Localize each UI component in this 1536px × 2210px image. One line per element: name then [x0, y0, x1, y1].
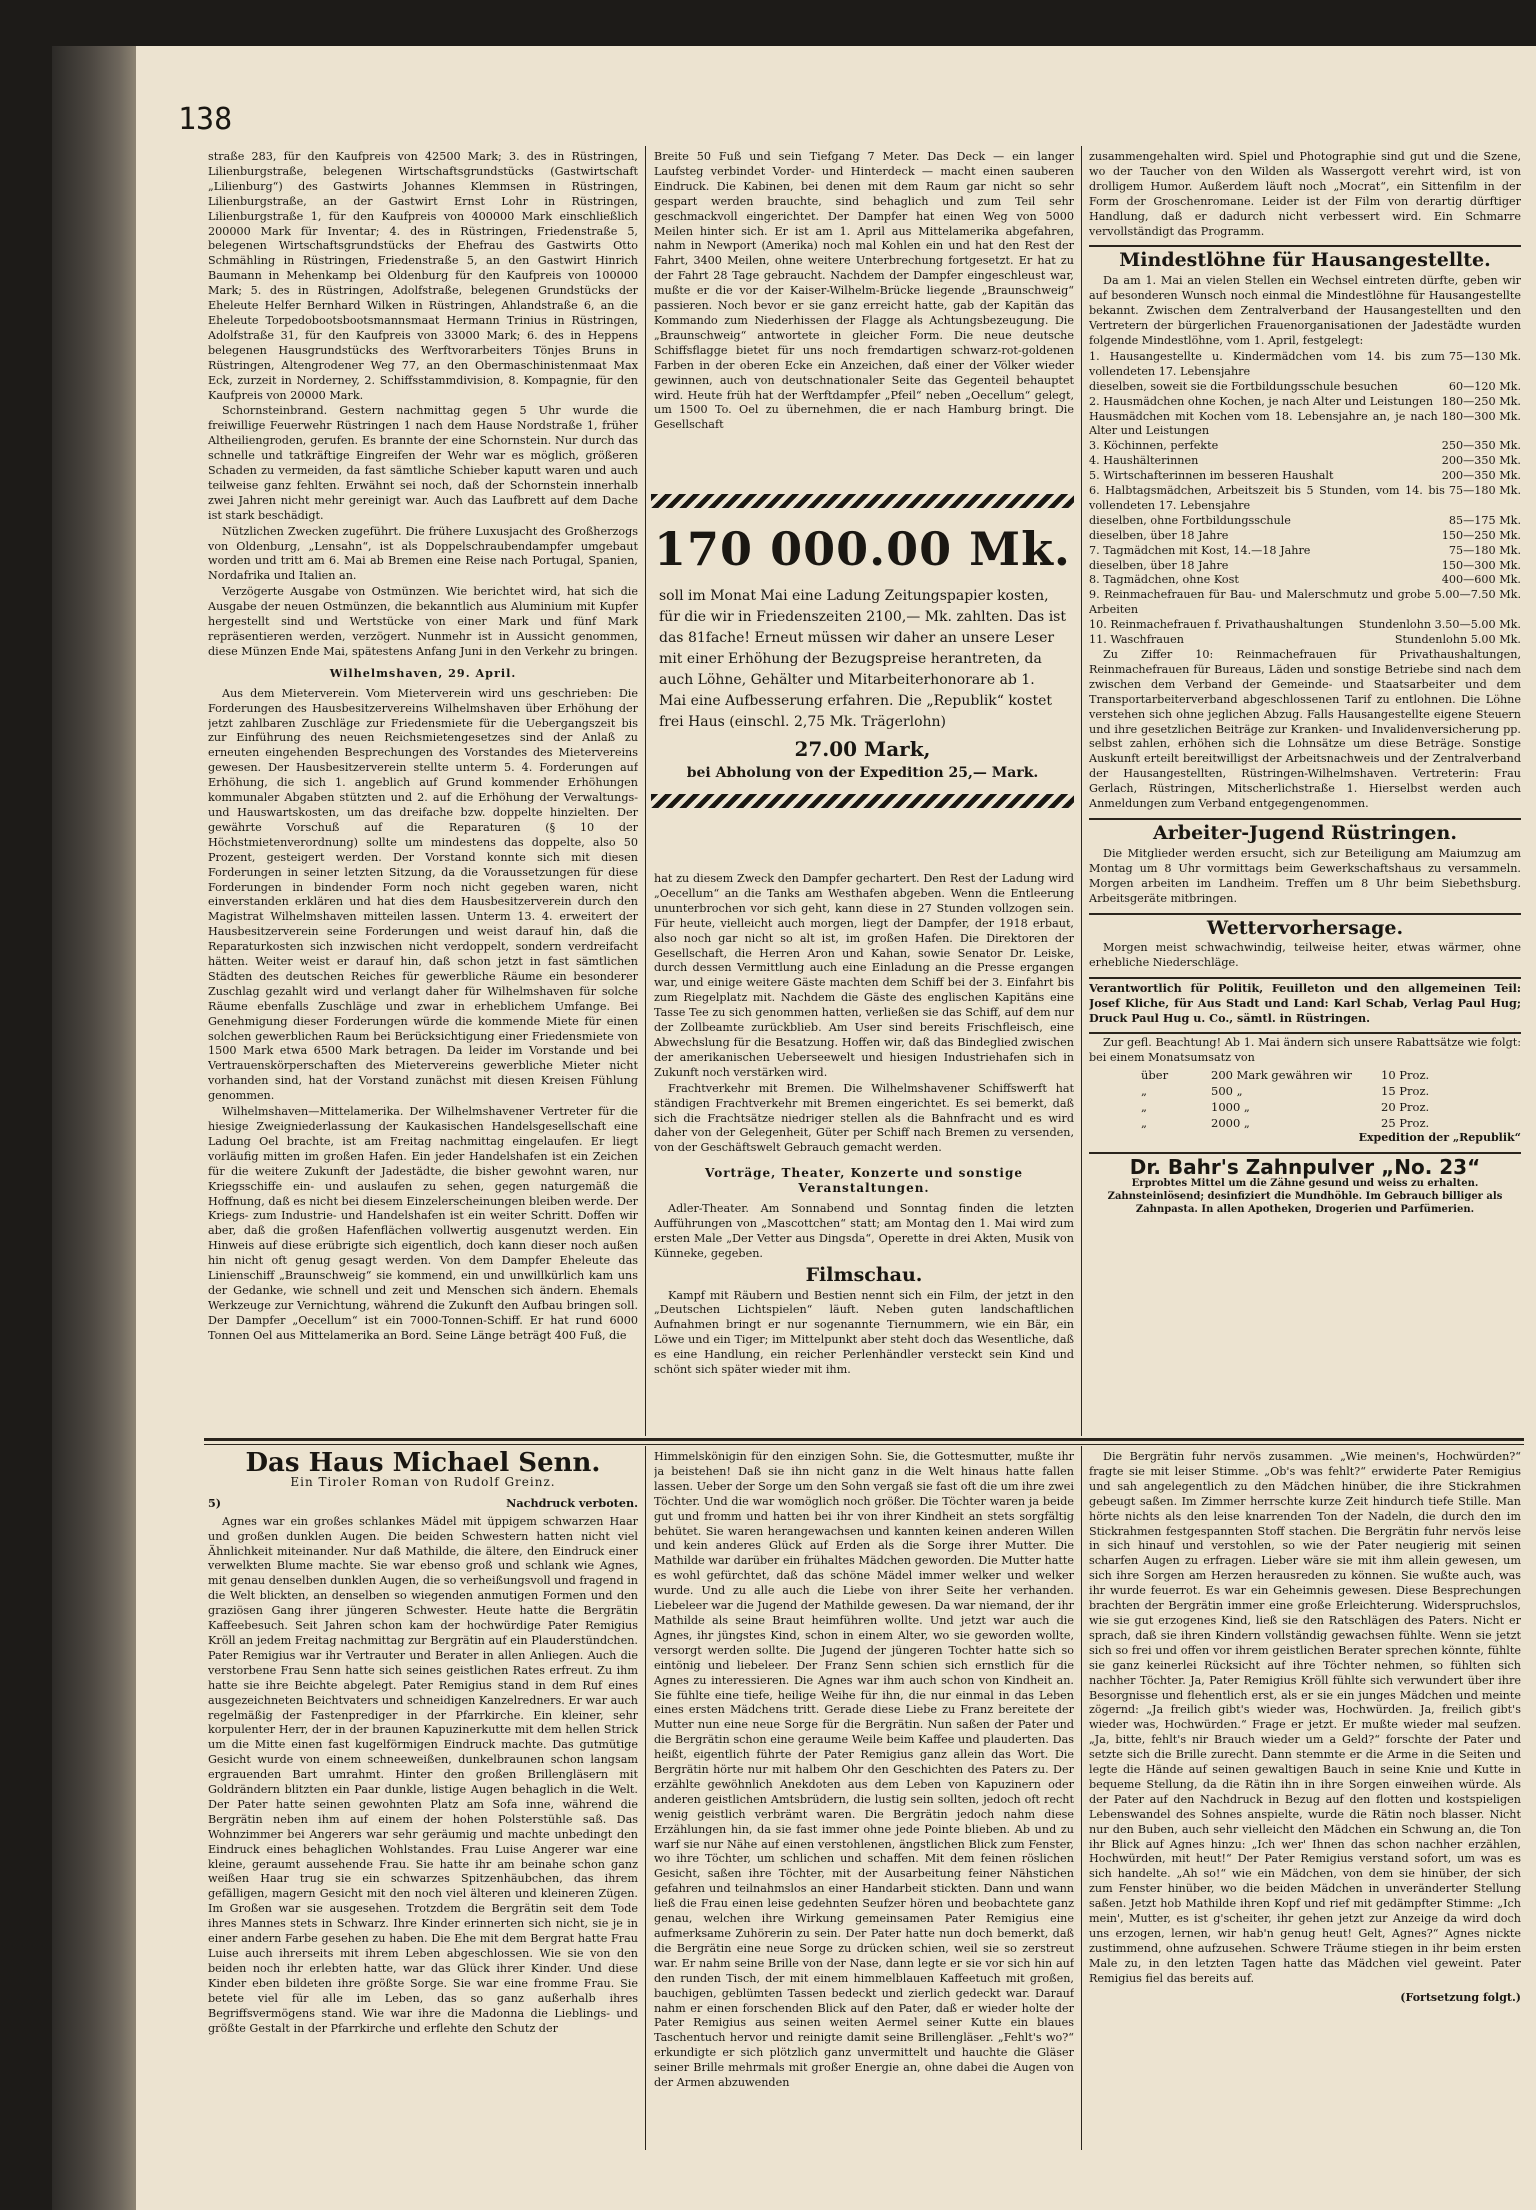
ad-footer: bei Abholung von der Expedition 25,— Mark.	[686, 765, 1039, 781]
wage-row: 3. Köchinnen, perfekte 250—350 Mk.	[1089, 439, 1521, 453]
novel-title: Das Haus Michael Senn.	[245, 1450, 601, 1478]
ad-text: soll im Monat Mai eine Ladung Zeitungspapier kosten, für die wir in Friedenszeiten 2100,— Mk. zahlten. Das ist das 81fache! Erneut müssen wir daher an unsere Leser mit einer Erhöhung der Bezugspreise herantreten, da auch Löhne, Gehälter und Mitarbeiterhonorare ab 1. Mai eine Aufbesserung erfahren. Die „Republik“ kostet frei Haus (einschl. 2,75 Mk. Trägerlohn)	[659, 588, 1066, 730]
continuation-note: (Fortsetzung folgt.)	[1400, 1990, 1521, 2004]
article-text: Kampf mit Räubern und Bestien nennt sich ein Film, der jetzt in den „Deutschen Lichtspielen“ läuft. Neben guten landschaftlichen Aufnahmen bringt er nur sogenannte Tiernummern, wie ein Bär, ein Löwe und ein Tiger; im Mittelpunkt aber steht doch das Wesentliche, daß es eine Handlung, ein reicher Perlenhändler versteckt sein Kind und schönt sich später wieder mit ihm.	[654, 1288, 1074, 1377]
column-2-top	[654, 150, 1074, 488]
article-text: Da am 1. Mai an vielen Stellen ein Wechsel eintreten dürfte, geben wir auf besonderen Wunsch noch einmal die Mindestlöhne für Hausangestellte bekannt. Zwischen dem Zentralverband der Hausangestellten und den Vertretern der bürgerlichen Frauenorganisationen der Jadestädte wurden folgende Mindestlöhne, vom 1. April, festgelegt:	[1089, 274, 1521, 347]
novel-part: 5)	[208, 1495, 222, 1510]
rabatt-row: über 200 Mark gewähren wir 10 Proz.	[1141, 1067, 1430, 1082]
novel-text: Agnes war ein großes schlankes Mädel mit üppigem schwarzen Haar und großen dunklen Augen. Die beiden Schwestern hatten nicht viel Ähnlichkeit miteinander. Nur daß Mathilde, die ältere, den Eindruck einer verwelkten Blume machte. Sie war ebenso groß und schlank wie Agnes, mit genau denselben dunklen Augen, die so verheißungsvoll und fragend in die Welt blickten, an denselben so wiegenden anmutigen Formen und den graziösen Gang ihrer jüngeren Schwester. Heute hatte die Bergrätin Kaffeebesuch. Seit Jahren schon kam der hochwürdige Pater Remigius Kröll an jedem Freitag nachmittag zur Bergrätin auf ein Plauderstündchen. Pater Remigius war ihr Vertrauter und Berater in allen Anliegen. Auch die verstorbene Frau Senn hatte sich seines geistlichen Rates erfreut. Zu ihm hatte sie ihre Beichte abgelegt. Pater Remigius stand in dem Ruf eines ausgezeichneten Beichtvaters und schneidigen Kanzelredners. Er war auch regelmäßig der Fastenprediger in der Pfarrkirche. Ein kleiner, sehr korpulenter Herr, der in der braunen Kapuzinerkutte mit dem hellen Strick um die Mitte einen fast kugelförmigen Eindruck machte. Das gutmütige Gesicht wurde von einem schneeweißen, dunkelbraunen schon langsam ergrauenden Bart umrahmt. Hinter den großen Brillengläsern mit Goldrändern blitzten ein Paar dunkle, listige Augen behaglich in die Welt. Der Pater hatte seinen gewohnten Platz am Sofa inne, während die Bergrätin neben ihm auf einem der hohen Polsterstühle saß. Das Wohnzimmer bei Angerers war sehr geräumig und machte unbedingt den Eindruck eines behaglichen Wohlstandes. Frau Luise Angerer war eine kleine, geraumt aussehende Frau. Sie hatte ihr am beinahe schon ganz weißen Haar trug sie ein schwarzes Spitzenhäubchen, das ihrem gefälligen, magern Gesicht mit den noch viel älteren und kleineren Zügen. Im Großen war sie ausgesehen. Trotzdem die Bergrätin seit dem Tode ihres Mannes stets in Schwarz. Ihre Kinder erinnerten sich nicht, sie je in einer andern Farbe gesehen zu haben. Die Ehe mit dem Bergrat hatte Frau Luise auch ihrerseits mit ihrem Leben abgeschlossen. Wie sie von den beiden noch ihr erlebten hatte, war das Glück ihrer Kinder. Und diese Kinder eben bildeten ihre größte Sorge. Sie war eine fromme Frau. Sie betete viel für alle im Leben, das so ganz außerhalb ihres Begriffsvermögens stand. Wie war ihre die Madonna die Lieblings- und größte Gestalt in der Pfarrkirche und erflehte den Schutz der	[208, 1514, 638, 2035]
column-divider	[1081, 146, 1082, 1436]
section-divider	[204, 1444, 1524, 1445]
column-3	[1089, 150, 1521, 1432]
article-text: Schornsteinbrand. Gestern nachmittag gegen 5 Uhr wurde die freiwillige Feuerwehr Rüstringen 1 nach dem Hause Nordstraße 1, früher Altheiliengroden, gerufen. Es brannte der eine Schornstein. Nur durch das schnelle und tatkräftige Eingreifen der Wehr war es möglich, größeren Schaden zu vermeiden, da fast sämtliche Schieber kaputt waren und auch teilweise ganz fehlten. Erwähnt sei noch, daß der Schornstein innerhalb zwei Jahren nicht mehr gereinigt war. Auch das Laufbrett auf dem Dache ist stark beschädigt.	[208, 404, 638, 522]
article-text: Die Mitglieder werden ersucht, sich zur Beteiligung am Maiumzug am Montag um 8 Uhr vormittags beim Gewerkschaftshaus zu versammeln. Morgen arbeiten im Landheim. Treffen um 8 Uhr beim Siebethsburg. Arbeitsgeräte mitbringen.	[1089, 846, 1521, 905]
wage-list	[1089, 350, 1521, 648]
ad-big-price: 170 000.00 Mk.	[654, 522, 1071, 576]
bahr-ad-text: Erprobtes Mittel um die Zähne gesund und weiss zu erhalten. Zahnsteinlösend; desinfiziert die Mundhöhle. Im Gebrauch billiger als Zahnpasta. In allen Apotheken, Drogerien und Parfümerien.	[1107, 1177, 1503, 1215]
wage-row: 10. Reinmachefrauen f. Privathaushaltungen Stundenlohn 3.50—5.00 Mk.	[1089, 618, 1521, 632]
novel-text: Die Bergrätin fuhr nervös zusammen. „Wie meinen's, Hochwürden?“ fragte sie mit leiser Stimme. „Ob's was fehlt?“ erwiderte Pater Remigius und sah angelegentlich zu den Mädchen hinüber, die ihre Stickrahmen gebeugt saßen. Im Zimmer herrschte kurze Zeit hindurch tiefe Stille. Man hörte nichts als den leise knarrenden Ton der Nadeln, die durch den im Stickrahmen festgespannten Stoff stachen. Die Bergrätin fuhr nervös leise in sich hinauf und verstohlen, so wie der Pater neugierig mit seinen scharfen Augen zu erfragen. Lieber wäre sie mit ihm allein gewesen, um sich ihre Sorgen am Herzen herausreden zu können. Sie wußte auch, was ihr wurde feuerrot. Es war ein Geheimnis gewesen. Diese Besprechungen brachten der Bergrätin immer eine große Erleichterung. Widerspruchslos, wie sie gut erzogenes Kind, ließ sie den Ratschlägen des Paters. Nicht er sprach, daß sie ihren Kindern vollständig gewachsen fühlte. Wenn sie jetzt sich so frei und offen vor ihrem geistlichen Berater sprechen könnte, fühlte sie ganz keinerlei Rücksicht auf ihre Töchter nehmen, so fühlten sich nachher Töchter. Ja, Pater Remigius Kröll fühlte sich verwundert über ihre Besorgnisse und flehentlich erst, als er sie ein junges Mädchen und meinte zögernd: „Ja freilich gibt's wieder was, Hochwürden. Ja, freilich gibt's wieder was, Hochwürden.“ Frage er jetzt. Er mußte wieder mal seufzen. „Ja, bitte, fehlt's nir Brauch wieder um a Geld?“ forschte der Pater und setzte sich die Brille zurecht. Dann stemmte er die Arme in die Seiten und legte die Hände auf seinen gewaltigen Bauch in seine Knie und Kutte in bequeme Stellung, da die Rätin ihn in ihre Sorgen einweihen würde. Als der Pater auf den Nachdruck in Bezug auf den flotten und kostspieligen Lebenswandel des Sohnes anspielte, wurde die Rätin noch blasser. Nicht nur den Buben, auch sehr vielleicht den Mädchen ein Schwung an, die Ton ihr Blick auf Agnes hinzu: „Ich wer' Ihnen das schon nachher erzählen, Hochwürden, mit heut!“ Der Pater Remigius verstand sofort, um was es sich handelte. „Ah so!“ wie ein Mädchen, von dem sie hinüber, der sich zum Fenster hinüber, wo die beiden Mädchen in unveränderter Stellung saßen. Jetzt hob Mathilde ihren Kopf und rief mit gedämpfter Stimme: „Ich mein', Mutter, es ist g'scheiter, ihr gehen jetzt zur Anzeige da wird doch uns erzogen, lernen, wir hab'n genug heut! Gelt, Agnes?“ Agnes nickte zustimmend, ohne aufzusehen. Schwere Träume stiegen in ihr beim ersten Male zu, in den letzten Tagen hatte das Mädchen viel geweint. Pater Remigius fiel das bereits auf.	[1089, 1450, 1521, 1985]
novel-text: Himmelskönigin für den einzigen Sohn. Sie, die Gottesmutter, mußte ihr ja beistehen! Daß sie ihn nicht ganz in die Welt hinaus hatte fallen lassen. Ueber der Sorge um den Sohn vergaß sie fast oft die um ihre zwei Töchter. Und die war womöglich noch größer. Die Töchter waren ja beide gut und fromm und hatten bei ihr von ihrer Kindheit an stets sorgfältig behütet. Sie waren herangewachsen und kannten keinen anderen Willen und kein anderes Glück auf Erden als die Sorge ihrer Mutter. Die Mathilde war darüber ein frühaltes Mädchen geworden. Die Mutter hatte es wohl gefürchtet, daß das schöne Mädel immer welker und welker wurde. Und zu alle auch die Liebe von ihrer Seite her verhanden. Liebeleer war die Jugend der Mathilde gewesen. Da war niemand, der ihr Mathilde als seine Braut heimführen wollte. Und jetzt war auch die Agnes, ihr jüngstes Kind, schon in einem Alter, wo sie geworden wollte, versorgt werden sollte. Die Jugend der jüngeren Tochter hatte sich so eintönig und liebeleer. Der Franz Senn schien sich ernstlich für die Agnes zu interessieren. Die Agnes war ihm auch schon von Kindheit an. Sie fühlte eine tiefe, heilige Weihe für ihn, die nur einmal in das Leben eines ersten Mädchens tritt. Gerade diese Liebe zu Franz bereitete der Mutter nun eine neue Sorge für die Bergrätin. Nun saßen der Pater und die Bergrätin schon eine geraume Weile beim Kaffee und plauderten. Das heißt, eigentlich führte der Pater Remigius ganz allein das Wort. Die Bergrätin hörte nur mit halbem Ohr den Geschichten des Paters zu. Der erzählte gewöhnlich Anekdoten aus dem Leben von Kapuzinern oder anderen geistlichen Amtsbrüdern, die lustig sein sollten, jedoch oft recht wenig geistlich verbrämt waren. Die Bergrätin jedoch nahm diese Erzählungen hin, da sie fast immer ohne jede Pointe blieben. Ab und zu warf sie nur Nähe auf einen verstohlenen, ängstlichen Blick zum Fenster, wo ihre Töchter, um schlichen und schaffen. Mit dem feinen röslichen Gesicht, saßen ihre Töchter, mit der Ausarbeitung feiner Nähstichen gefahren und teilnahmslos an einer Handarbeit stickten. Dann und wann ließ die Frau einen leise gedehnten Seufzer hören und beobachtete ganz genau, welchen ihre Wirkung gemeinsamen Pater Remigius eine aufmerksame Zuhörerin zu sein. Der Pater hatte nun doch bemerkt, daß die Bergrätin eine neue Sorge zu drücken schien, weil sie so zerstreut war. Er nahm seine Brille von der Nase, dann legte er sie vor sich hin auf den runden Tisch, der mit einem himmelblauen Kaffeetuch mit großen, bauchigen, geblümten Tassen bedeckt und zierlich gedeckt war. Darauf nahm er einen forschenden Blick auf den Pater, daß er wieder holte der Pater Remigius aus seinen weiten Aermel seiner Kutte ein blaues Taschentuch hervor und reinigte damit seine Brillengläser. „Fehlt's wo?“ erkundigte er sich plötzlich ganz unvermittelt und hauchte die Gläser seiner Brille mehrmals mit großer Energie an, ohne dabei die Augen von der Armen abzuwenden	[654, 1450, 1074, 2090]
article-text: Nützlichen Zwecken zugeführt. Die frühere Luxusjacht des Großherzogs von Oldenburg, „Lensahn“, ist als Doppelschraubendampfer umgebaut worden und tritt am 6. Mai ab Bremen eine Reise nach Portugal, Spanien, Nordafrika und Italien an.	[208, 524, 638, 583]
novel-column-1	[208, 1450, 638, 2150]
wage-row: 6. Halbtagsmädchen, Arbeitszeit bis 5 Stunden, vom 14. bis vollendeten 17. Lebensjahre 75—180 Mk.	[1089, 484, 1521, 512]
wage-row: 1. Hausangestellte u. Kindermädchen vom 14. bis zum vollendeten 17. Lebensjahre 75—130 Mk.	[1089, 349, 1521, 378]
section-heading: Arbeiter-Jugend Rüstringen.	[1153, 821, 1457, 844]
novel-column-2	[654, 1450, 1074, 2150]
section-heading: Wettervorhersage.	[1206, 916, 1404, 939]
bahr-ad-title: Dr. Bahr's Zahnpulver „No. 23“	[1129, 1154, 1481, 1179]
column-divider	[645, 146, 646, 1436]
article-text: Breite 50 Fuß und sein Tiefgang 7 Meter. Das Deck — ein langer Laufsteg verbindet Vorder- und Hinterdeck — macht einen sauberen Eindruck. Die Kabinen, bei denen mit dem Raum gar nicht so sehr gespart werden brauchte, sind behaglich und zum Teil sehr geschmackvoll eingerichtet. Der Dampfer hat einen Weg von 5000 Meilen hinter sich. Er ist am 1. April aus Mittelamerika abgefahren, nahm in Newport (Amerika) noch mal Kohlen ein und hat den Rest der Fahrt, 3400 Meilen, ohne weitere Unterbrechung fortgesetzt. Er hat zu der Fahrt 28 Tage gebraucht. Nachdem der Dampfer eingeschleust war, mußte er die vor der Kaiser-Wilhelm-Brücke liegende „Braunschweig“ passieren. Noch bevor er sie ganz erreicht hatte, gab der Kapitän das Kommando zum Niederhissen der Flagge als Achtungsbezeugung. Die „Braunschweig“ antwortete in gleicher Form. Die neue deutsche Schiffsflagge bietet für uns noch fremdartigen schwarz-rot-goldenen Farben in der oberen Ecke ein Anzeichen, daß einer der Völker wieder gewinnen, auch von deutschnationaler Seite das Gegenteil behauptet wird. Heute früh hat der Werftdampfer „Pfeil“ neben „Oecellum“ gelegt, um 1500 To. Oel zu übernehmen, die er nach Hamburg bringt. Die Gesellschaft	[654, 150, 1074, 432]
price-advertisement	[651, 494, 1074, 862]
wage-row: 11. Waschfrauen Stundenlohn 5.00 Mk.	[1089, 633, 1521, 647]
column-2-middle	[654, 872, 1074, 1432]
article-text: straße 283, für den Kaufpreis von 42500 Mark; 3. des in Rüstringen, Lilienburgstraße, belegenen Wirtschaftsgrundstücks (Gastwirtschaft „Lilienburg“) des Gastwirts Johannes Klemmsen in Rüstringen, Lilienburgstraße, an der Gastwirt Ernst Lohr in Rüstringen, Lilienburgstraße 1, für den Kaufpreis von 400000 Mark einschließlich 200000 Mark für Inventar; 4. des in Rüstringen, Friedenstraße 5, belegenen Wirtschaftsgrundstücks der Ehefrau des Gastwirts Otto Schmähling in Rüstringen, Friedenstraße 5, an den Gastwirt Hinrich Baumann in Mehenkamp bei Oldenburg für den Kaufpreis von 100000 Mark; 5. des in Rüstringen, Adolfstraße, belegenen Grundstücks der Eheleute Helfer Bernhard Wilken in Rüstringen, Ahlandstraße 6, an die Eheleute Torpedobootsbootsmannsmaat Hermann Trinius in Rüstringen, Adolfstraße 31, für den Kaufpreis von 33000 Mark; 6. des in Heppens belegenen Hausgrundstücks des Werftvorarbeiters Tönjes Bruns in Rüstringen, Altengrodener Weg 77, an den Obermaschinistenmaat Max Eck, zurzeit in Norderney, 2. Schiffsstammdivision, 8. Kompagnie, für den Kaufpreis von 20000 Mark.	[208, 150, 638, 402]
column-divider	[1081, 1446, 1082, 2150]
wage-row: 7. Tagmädchen mit Kost, 14.—18 Jahre 75—180 Mk.	[1089, 543, 1521, 557]
article-text: Wilhelmshaven—Mittelamerika. Der Wilhelmshavener Vertreter für die hiesige Zweigniederlassung der Kaukasischen Handelsgesellschaft eine Ladung Oel brachte, ist am Freitag nachmittag eingelaufen. Er liegt vorläufig mitten im großen Hafen. Ein jeder Handelshafen ist ein Zeichen für die weitere Zukunft der Jadestädte, die bisher gewohnt waren, nur Kriegsschiffe ein- und auslaufen zu sehen, gegen naturgemäß die Hoffnung, daß es nicht bei diesem Einzelerscheinungen bleiben werde. Der Kriegs- zum Industrie- und Handelshafen ist ein weiter Schritt. Doffen wir aber, daß die großen Hafenflächen vollwertig ausgenutzt werden. Ein Hinweis auf diese erübrigte sich eigentlich, doch kann dieser noch außen hin nicht oft genug gesagt werden. Von dem Dampfer Eheleute das Linienschiff „Braunschweig“ sie kommend, ein und unwillkürlich kam uns der Gedanke, wie schnell und zeit und Menschen sich ändern. Ehemals Werkzeuge zur Vernichtung, während die Zukunft den Aufbau bringen soll. Der Dampfer „Oecellum“ ist ein 7000-Tonnen-Schiff. Er hat rund 6000 Tonnen Oel aus Mittelamerika an Bord. Seine Länge beträgt 400 Fuß, die	[208, 1105, 638, 1342]
wage-row: dieselben, über 18 Jahre 150—250 Mk.	[1089, 528, 1521, 542]
article-text: Zu Ziffer 10: Reinmachefrauen für Privathaushaltungen, Reinmachefrauen für Bureaus, Läden und sonstige Betriebe sind nach dem zwischen dem Verband der Gemeinde- und Staatsarbeiter und dem Transportarbeiterverband abgeschlossenen Tarif zu entlohnen. Die Löhne verstehen sich ohne jeglichen Abzug. Falls Hausangestellte eigene Steuern und ihre gesetzlichen Beiträge zur Kranken- und Invalidenversicherung pp. selbst zahlen, erhöhen sich die Lohnsätze um diese Beträge. Sonstige Auskunft erteilt bereitwilligst der Arbeitsnachweis und der Zentralverband der Hausangestellten, Rüstringen-Wilhelmshaven. Vertreterin: Frau Gerlach, Rüstringen, Mitscherlichstraße 1. Hierselbst werden auch Anmeldungen zum Verband entgegengenommen.	[1089, 648, 1521, 811]
wage-row: 2. Hausmädchen ohne Kochen, je nach Alter und Leistungen 180—250 Mk.	[1089, 394, 1521, 408]
novel-column-3	[1089, 1450, 1521, 2150]
page-number: 138	[178, 102, 233, 137]
wage-row: dieselben, soweit sie die Fortbildungsschule besuchen 60—120 Mk.	[1089, 379, 1521, 393]
rabatt-row: „ 1000 „ 20 Proz.	[1141, 1099, 1430, 1114]
rabatt-notice: Zur gefl. Beachtung! Ab 1. Mai ändern sich unsere Rabattsätze wie folgt: bei einem Monatsumsatz von	[1089, 1035, 1521, 1064]
wage-row: 8. Tagmädchen, ohne Kost 400—600 Mk.	[1089, 573, 1521, 587]
article-text: Adler-Theater. Am Sonnabend und Sonntag finden die letzten Aufführungen von „Mascottchen“ statt; am Montag den 1. Mai wird zum ersten Male „Der Vetter aus Dingsda“, Operette in drei Akten, Musik von Künneke, gegeben.	[654, 1202, 1074, 1260]
section-heading: Filmschau.	[805, 1263, 923, 1286]
rabatt-signature: Expedition der „Republik“	[1358, 1130, 1521, 1144]
wage-row: dieselben, ohne Fortbildungsschule 85—175 Mk.	[1089, 513, 1521, 527]
rabatt-row: „ 2000 „ 25 Proz.	[1141, 1115, 1430, 1130]
section-heading: Mindestlöhne für Hausangestellte.	[1119, 249, 1491, 272]
ornament-border	[651, 794, 1074, 808]
article-text: hat zu diesem Zweck den Dampfer gechartert. Den Rest der Ladung wird „Oecellum“ an die Tanks am Westhafen abgeben. Wenn die Entleerung ununterbrochen vor sich geht, kann diese in 27 Stunden vollzogen sein. Für heute, vielleicht auch morgen, liegt der Dampfer, der 1918 erbaut, also noch gar nicht so alt ist, im großen Hafen. Die Direktoren der Gesellschaft, die Herren Aron und Kahan, sowie Senator Dr. Leiske, durch dessen Vermittlung auch eine Einladung an die Presse ergangen war, und einige weitere Gäste machten dem Schiff bei der 3. Einfahrt bis zum Riegelplatz mit. Nachdem die Gäste des englischen Kapitäns eine Tasse Tee zu sich genommen hatten, verließen sie das Schiff, auf dem nur der Zollbeamte zurückblieb. Am User sind bereits Frischfleisch, eine Abwechslung für die Besatzung. Hoffen wir, daß das Bindeglied zwischen der amerikanischen Ueberseewelt und hiesigen Industriehafen sich in Zukunft noch verstärken wird.	[654, 872, 1074, 1079]
book-binding	[52, 46, 136, 2210]
wage-row: 5. Wirtschafterinnen im besseren Haushalt 200—350 Mk.	[1089, 469, 1521, 483]
novel-subtitle: Ein Tiroler Roman von Rudolf Greinz.	[290, 1474, 556, 1489]
wage-row: 4. Haushälterinnen 200—350 Mk.	[1089, 454, 1521, 468]
dateline: Wilhelmshaven, 29. April.	[329, 665, 517, 680]
article-text: Verzögerte Ausgabe von Ostmünzen. Wie berichtet wird, hat sich die Ausgabe der neuen Ostmünzen, die bekanntlich aus Aluminium mit Kupfer hergestellt sind und Wertstücke von einer Mark und fünf Mark repräsentieren werden, verzögert. Nunmehr ist in Aussicht genommen, diese Münzen Ende Mai, spätestens Anfang Juni in den Verkehr zu bringen.	[208, 585, 638, 658]
ad-price: 27.00 Mark,	[794, 737, 931, 761]
column-1	[208, 150, 638, 1432]
article-text: zusammengehalten wird. Spiel und Photographie sind gut und die Szene, wo der Taucher von den Wilden als Wassergott verehrt wird, ist von drolligem Humor. Außerdem läuft noch „Mocrat“, ein Sittenfilm in der Form der Groschenromane. Leider ist der Film von derartig dürftiger Handlung, daß er dadurch nicht verbessert wird. Ein Schmarre vervollständigt das Programm.	[1089, 150, 1521, 238]
newspaper-page	[136, 46, 1536, 2210]
article-text: Frachtverkehr mit Bremen. Die Wilhelmshavener Schiffswerft hat ständigen Frachtverkehr mit Bremen eingerichtet. Es sei bemerkt, daß sich die Frachtsätze niedriger stellen als die Bahnfracht und es wird daher von der Gelegenheit, Güter per Schiff nach Bremen zu versenden, von der Geschäftswelt Gebrauch gemacht werden.	[654, 1081, 1074, 1155]
article-text: Aus dem Mieterverein. Vom Mieterverein wird uns geschrieben: Die Forderungen des Hausbesitzervereins Wilhelmshaven über Erhöhung der jetzt zahlbaren Zuschläge zur Friedensmiete für die Uebergangszeit bis zur Einführung des neuen Reichsmietengesetzes sind der Anlaß zu erneuten eingehenden Besprechungen des Vorstandes des Mietervereins gewesen. Der Hausbesitzerverein stellte unterm 5. 4. Forderungen auf Erhöhung, die sich 1. angeblich auf Grund kommender Erhöhungen kommunaler Abgaben stützten und 2. auf die Erhöhung der Verwaltungs- und Hauswartskosten, um das dreifache bzw. doppelte hinzielten. Der gewährte Vorschuß auf die Reparaturen (§ 10 der Höchstmietenverordnung) sollte um mindestens das doppelte, also 50 Prozent, gesteigert werden. Der Vorstand konnte sich mit diesen Forderungen in seiner letzten Sitzung, da die Voraussetzungen für diese Forderungen in bindender Form noch nicht gegeben waren, nicht einverstanden erklären und hat dies dem Hausbesitzerverein durch den Magistrat Wilhelmshaven mitteilen lassen. Unterm 13. 4. erweitert der Hausbesitzerverein seine Forderungen und weist darauf hin, daß die Reparaturkosten sich inzwischen nicht verdoppelt, sondern verdreifacht hätten. Weiter weist er darauf hin, daß schon jetzt in fast sämtlichen Städten des deutschen Reiches für gewerbliche Räume ein besonderer Zuschlag gezahlt wird und verlangt daher für Wilhelmshaven für solche Räume ebenfalls Zuschläge und zwar in erheblichem Umfange. Bei Genehmigung dieser Forderungen würde die kommende Miete für einen solchen gewerblichen Raum bei Berücksichtigung einer Friedensmiete von 1500 Mark etwa 6500 Mark betragen. Da leider im Vorstande und bei Vertrauenskörperschaften des Mietervereins gewerbliche Mieter nicht vorhanden sind, hat der Vorstand zunächst mit diesen Kreisen Fühlung genommen.	[208, 686, 638, 1103]
article-text: Morgen meist schwachwindig, teilweise heiter, etwas wärmer, ohne erhebliche Niederschläge.	[1089, 941, 1521, 970]
rabatt-row: „ 500 „ 15 Proz.	[1141, 1083, 1430, 1098]
reprint-note: Nachdruck verboten.	[506, 1495, 638, 1510]
ornament-border	[651, 494, 1074, 508]
imprint: Verantwortlich für Politik, Feuilleton und den allgemeinen Teil: Josef Kliche, für Aus Stadt und Land: Karl Schab, Verlag Paul Hug; Druck Paul Hug u. Co., sämtl. in Rüstringen.	[1089, 981, 1521, 1026]
wage-row: 9. Reinmachefrauen für Bau- und Malerschmutz und grobe Arbeiten 5.00—7.50 Mk.	[1089, 588, 1521, 617]
wage-row: dieselben, über 18 Jahre 150—300 Mk.	[1089, 558, 1521, 572]
column-divider	[645, 1446, 646, 2150]
wage-row: Hausmädchen mit Kochen vom 18. Lebensjahre an, je nach Alter und Leistungen 180—300 Mk.	[1089, 409, 1521, 438]
section-heading: Vorträge, Theater, Konzerte und sonstige Veranstaltungen.	[704, 1166, 1023, 1196]
section-divider	[204, 1438, 1524, 1441]
